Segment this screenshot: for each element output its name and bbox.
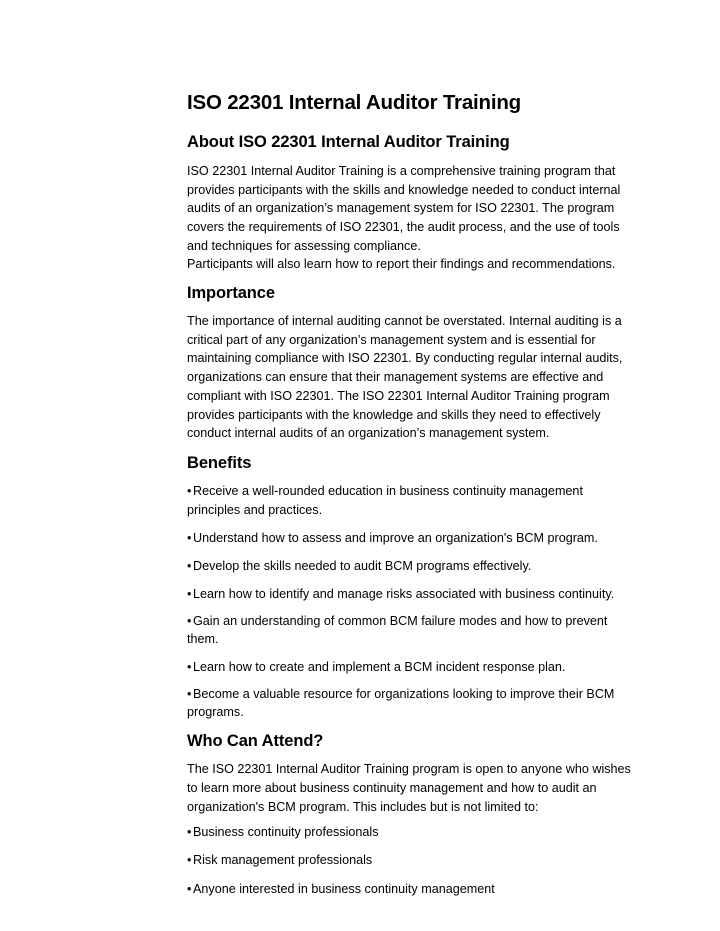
bullet-icon: • bbox=[187, 825, 192, 840]
who-paragraph: The ISO 22301 Internal Auditor Training program is open to anyone who wishes to learn more about business continuity management and how to audit an organization's BCM program. This includes but is not limited to: bbox=[187, 762, 631, 814]
benefit-text: Gain an understanding of common BCM failure modes and how to prevent them. bbox=[187, 614, 608, 646]
bullet-icon: • bbox=[187, 853, 192, 868]
bullet-icon: • bbox=[187, 559, 192, 574]
attendee-text: Anyone interested in business continuity management bbox=[193, 881, 495, 896]
bullet-icon: • bbox=[187, 587, 192, 602]
list-item bbox=[187, 686, 639, 721]
section-heading-about: About ISO 22301 Internal Auditor Training bbox=[187, 133, 510, 151]
list-item bbox=[187, 613, 639, 648]
section-heading-who-can-attend: Who Can Attend? bbox=[187, 732, 324, 751]
list-item bbox=[187, 823, 639, 842]
benefit-text: Develop the skills needed to audit BCM programs effectively. bbox=[193, 559, 532, 574]
attendee-text: Risk management professionals bbox=[193, 853, 373, 868]
bullet-icon: • bbox=[187, 687, 192, 702]
bullet-icon: • bbox=[187, 659, 192, 674]
page-title: ISO 22301 Internal Auditor Training bbox=[187, 91, 521, 114]
section-heading-benefits: Benefits bbox=[187, 453, 252, 472]
bullet-icon: • bbox=[187, 483, 192, 498]
list-item bbox=[187, 529, 639, 548]
list-item bbox=[187, 557, 639, 576]
bullet-icon: • bbox=[187, 881, 192, 896]
list-item bbox=[187, 880, 639, 899]
about-paragraph-2: Participants will also learn how to report their findings and recommendations. bbox=[187, 256, 616, 271]
benefit-text: Learn how to create and implement a BCM incident response plan. bbox=[193, 659, 566, 674]
benefit-text: Learn how to identify and manage risks associated with business continuity. bbox=[193, 587, 615, 602]
attendee-text: Business continuity professionals bbox=[193, 825, 379, 840]
section-heading-importance: Importance bbox=[187, 284, 275, 303]
list-item bbox=[187, 658, 639, 677]
benefit-text: Understand how to assess and improve an organization's BCM program. bbox=[193, 530, 598, 545]
bullet-icon: • bbox=[187, 530, 192, 545]
list-item bbox=[187, 482, 639, 519]
document-page bbox=[187, 88, 639, 898]
benefit-text: Receive a well-rounded education in business continuity management principles and practices. bbox=[187, 483, 583, 517]
about-paragraph: ISO 22301 Internal Auditor Training is a comprehensive training program that provides participants with the skills and knowledge needed to conduct internal audits of an organization’s management system for ISO 22301. The program covers the requirements of ISO 22301, the audit process, and the use of tools and techniques for assessing compliance. bbox=[187, 164, 621, 253]
list-item bbox=[187, 851, 639, 870]
importance-paragraph: The importance of internal auditing cannot be overstated. Internal auditing is a critical part of any organization’s management system and is essential for maintaining compliance with ISO 22301. By conducting regular internal audits, organizations can ensure that their management systems are effective and compliant with ISO 22301. The ISO 22301 Internal Auditor Training program provides participants with the knowledge and skills they need to effectively conduct internal audits of an organization’s management system. bbox=[187, 314, 623, 441]
bullet-icon: • bbox=[187, 614, 192, 629]
benefit-text: Become a valuable resource for organizations looking to improve their BCM programs. bbox=[187, 687, 615, 719]
list-item bbox=[187, 585, 639, 604]
